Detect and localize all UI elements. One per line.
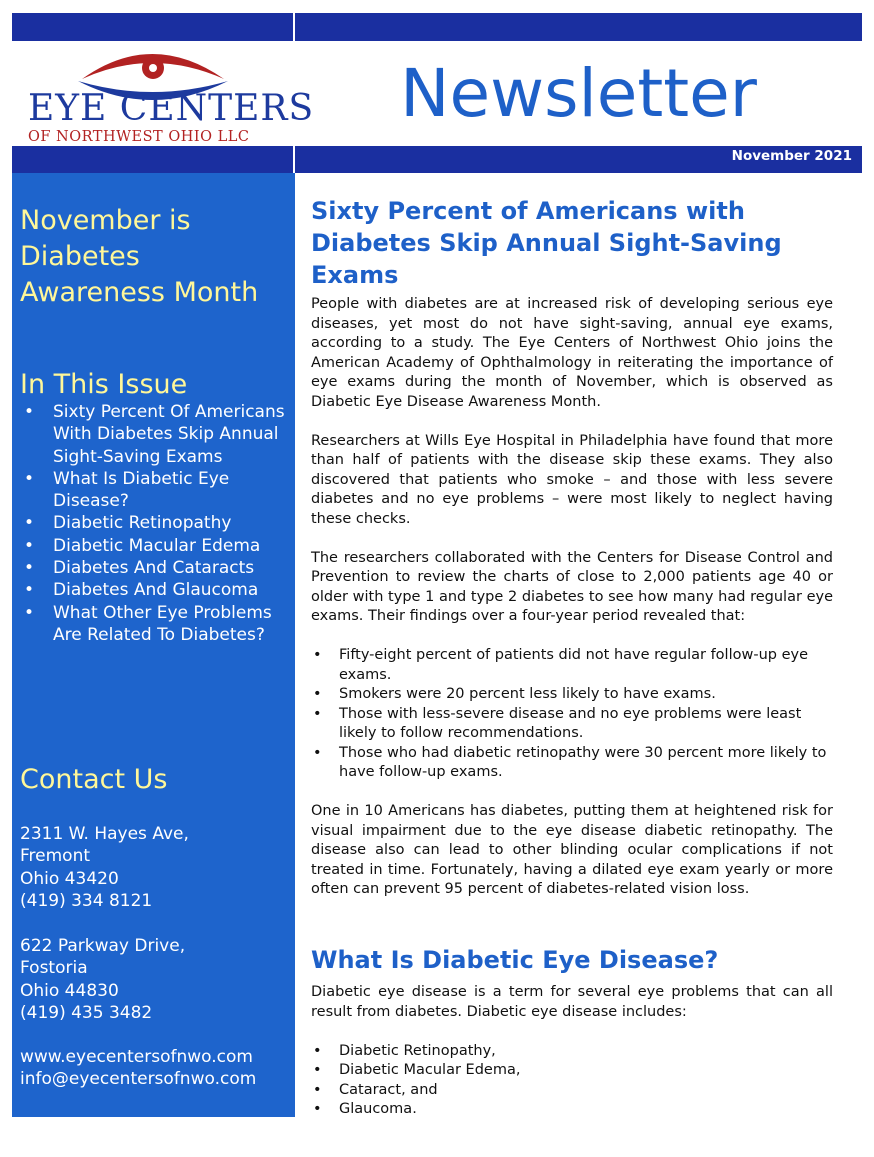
- city-line: Fostoria: [20, 958, 88, 979]
- awareness-line: Diabetes: [20, 241, 140, 272]
- address-line: 622 Parkway Drive,: [20, 936, 186, 956]
- issue-list: [20, 401, 290, 646]
- awareness-line: November is: [20, 205, 191, 236]
- list-item: • Glaucoma.: [311, 1100, 833, 1120]
- article-paragraph: Diabetic eye disease is a term for several eye problems that can all result from diabetes. Diabetic eye disease includes:: [311, 984, 833, 1020]
- issue-item[interactable]: • Diabetes And Glaucoma: [20, 579, 290, 601]
- issue-item[interactable]: • What Is Diabetic Eye Disease?: [20, 468, 290, 513]
- list-item: • Cataract, and: [311, 1081, 833, 1101]
- state-zip-line: Ohio 43420: [20, 868, 119, 889]
- date-bar-left: [12, 146, 293, 173]
- article-paragraph: Researchers at Wills Eye Hospital in Philadelphia have found that more than half of patients with the disease skip these exams. They also discovered that patients who smoke – and those with less severe diabetes and no eye problems – were most likely to neglect having these checks.: [311, 432, 833, 527]
- issue-date: November 2021: [731, 148, 852, 164]
- issue-item[interactable]: • Diabetic Retinopathy: [20, 512, 290, 534]
- issue-item[interactable]: • What Other Eye Problems Are Related To Diabetes?: [20, 602, 290, 647]
- state-zip-line: Ohio 44830: [20, 980, 119, 1001]
- issue-item[interactable]: • Diabetic Macular Edema: [20, 535, 290, 557]
- email-link[interactable]: info@eyecentersofnwo.com: [20, 1069, 257, 1090]
- awareness-heading: [20, 203, 258, 311]
- list-item: • Diabetic Macular Edema,: [311, 1061, 833, 1081]
- office-fostoria: [20, 935, 185, 1024]
- issue-item[interactable]: • Sixty Percent Of Americans With Diabetes Skip Annual Sight-Saving Exams: [20, 401, 290, 468]
- logo-name: EYE CENTERS: [28, 88, 315, 129]
- top-bar-right: [295, 13, 862, 41]
- office-fremont: [20, 823, 189, 912]
- article-title: Sixty Percent of Americans with Diabetes Skip Annual Sight-Saving Exams: [311, 197, 782, 289]
- phone-line[interactable]: (419) 435 3482: [20, 1002, 153, 1023]
- list-item: • Diabetic Retinopathy,: [311, 1042, 833, 1062]
- article-paragraph: People with diabetes are at increased risk of developing serious eye diseases, yet most do not have sight-saving, annual eye exams, according to a study. The Eye Centers of Northwest Ohio joins the American Academy of Ophthalmology in reiterating the importance of eye exams during the month of November, which is observed as Diabetic Eye Disease Awareness Month.: [311, 296, 833, 410]
- list-item: • Those with less-severe disease and no eye problems were least likely to follow recommendations.: [311, 705, 833, 744]
- address-line: 2311 W. Hayes Ave,: [20, 824, 189, 844]
- top-bar-left: [12, 13, 293, 41]
- web-contacts: [20, 1046, 256, 1091]
- newsletter-title: Newsletter: [400, 55, 757, 132]
- website-link[interactable]: www.eyecentersofnwo.com: [20, 1047, 253, 1067]
- article-sixty-percent: [311, 195, 833, 900]
- awareness-line: Awareness Month: [20, 277, 259, 308]
- list-item: • Smokers were 20 percent less likely to have exams.: [311, 685, 833, 705]
- in-this-issue-heading: In This Issue: [20, 369, 188, 400]
- article-paragraph: One in 10 Americans has diabetes, putting them at heightened risk for visual impairment due to the eye disease diabetic retinopathy. The disease also can lead to other blinding ocular complications if not treated in time. Fortunately, having a dilated eye exam yearly or more often can prevent 95 percent of diabetes-related vision loss.: [311, 803, 833, 897]
- list-item: • Those who had diabetic retinopathy were 30 percent more likely to have follow-up exams.: [311, 744, 833, 783]
- list-item: • Fifty-eight percent of patients did not have regular follow-up eye exams.: [311, 646, 833, 685]
- findings-list: [311, 646, 833, 783]
- date-bar-right: [295, 146, 862, 173]
- disease-list: [311, 1042, 833, 1120]
- phone-line[interactable]: (419) 334 8121: [20, 890, 153, 911]
- contact-heading: Contact Us: [20, 764, 168, 795]
- logo-subtitle: OF NORTHWEST OHIO LLC: [28, 129, 250, 145]
- issue-item[interactable]: • Diabetes And Cataracts: [20, 557, 290, 579]
- article-diabetic-eye-disease: [311, 944, 833, 1120]
- article-title: What Is Diabetic Eye Disease?: [311, 946, 719, 974]
- sidebar: [12, 173, 295, 1117]
- article-paragraph: The researchers collaborated with the Centers for Disease Control and Prevention to review the charts of close to 2,000 patients age 40 or older with type 1 and type 2 diabetes to see how many had regular eye exams. Their findings over a four-year period revealed that:: [311, 549, 833, 624]
- city-line: Fremont: [20, 846, 91, 867]
